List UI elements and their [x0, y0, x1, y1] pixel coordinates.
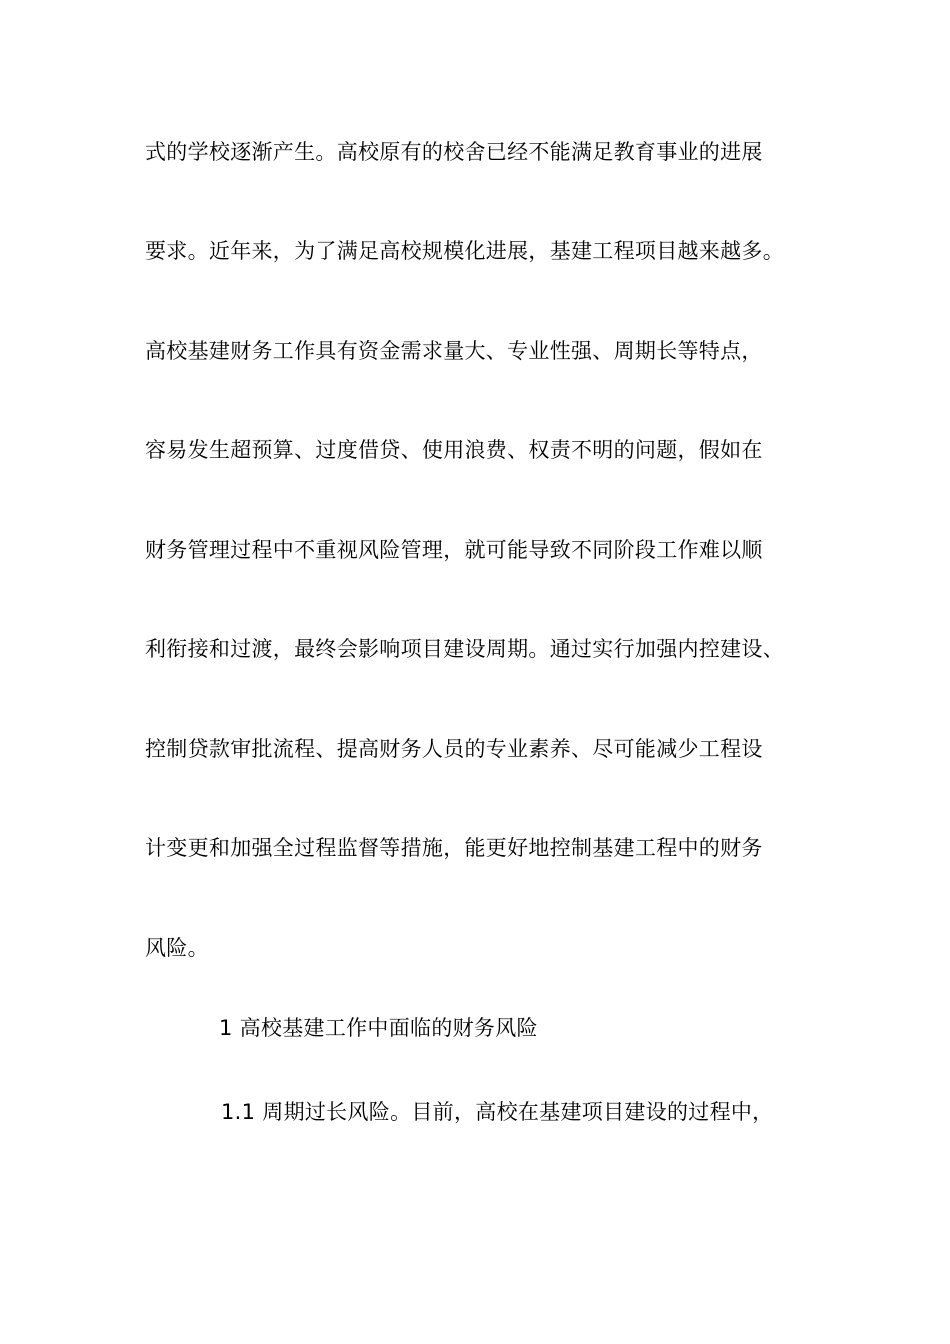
paragraph-line: 计变更和加强全过程监督等措施，能更好地控制基建工程中的财务 — [145, 836, 763, 860]
paragraph-line: 利衔接和过渡，最终会影响项目建设周期。通过实行加强内控建设、 — [145, 637, 784, 661]
section-heading: 1 高校基建工作中面临的财务风险 — [219, 1016, 538, 1040]
paragraph-line: 财务管理过程中不重视风险管理，就可能导致不同阶段工作难以顺 — [145, 538, 763, 562]
paragraph-line: 高校基建财务工作具有资金需求量大、专业性强、周期长等特点， — [145, 339, 763, 363]
paragraph-line: 容易发生超预算、过度借贷、使用浪费、权责不明的问题，假如在 — [145, 438, 763, 462]
paragraph-line: 式的学校逐渐产生。高校原有的校舍已经不能满足教育事业的进展 — [145, 140, 763, 164]
paragraph-line: 控制贷款审批流程、提高财务人员的专业素养、尽可能减少工程设 — [145, 737, 763, 761]
paragraph-line: 风险。 — [145, 936, 209, 960]
subsection-paragraph-line: 1.1 周期过长风险。目前，高校在基建项目建设的过程中， — [221, 1100, 774, 1124]
paragraph-line: 要求。近年来，为了满足高校规模化进展，基建工程项目越来越多。 — [145, 239, 784, 263]
